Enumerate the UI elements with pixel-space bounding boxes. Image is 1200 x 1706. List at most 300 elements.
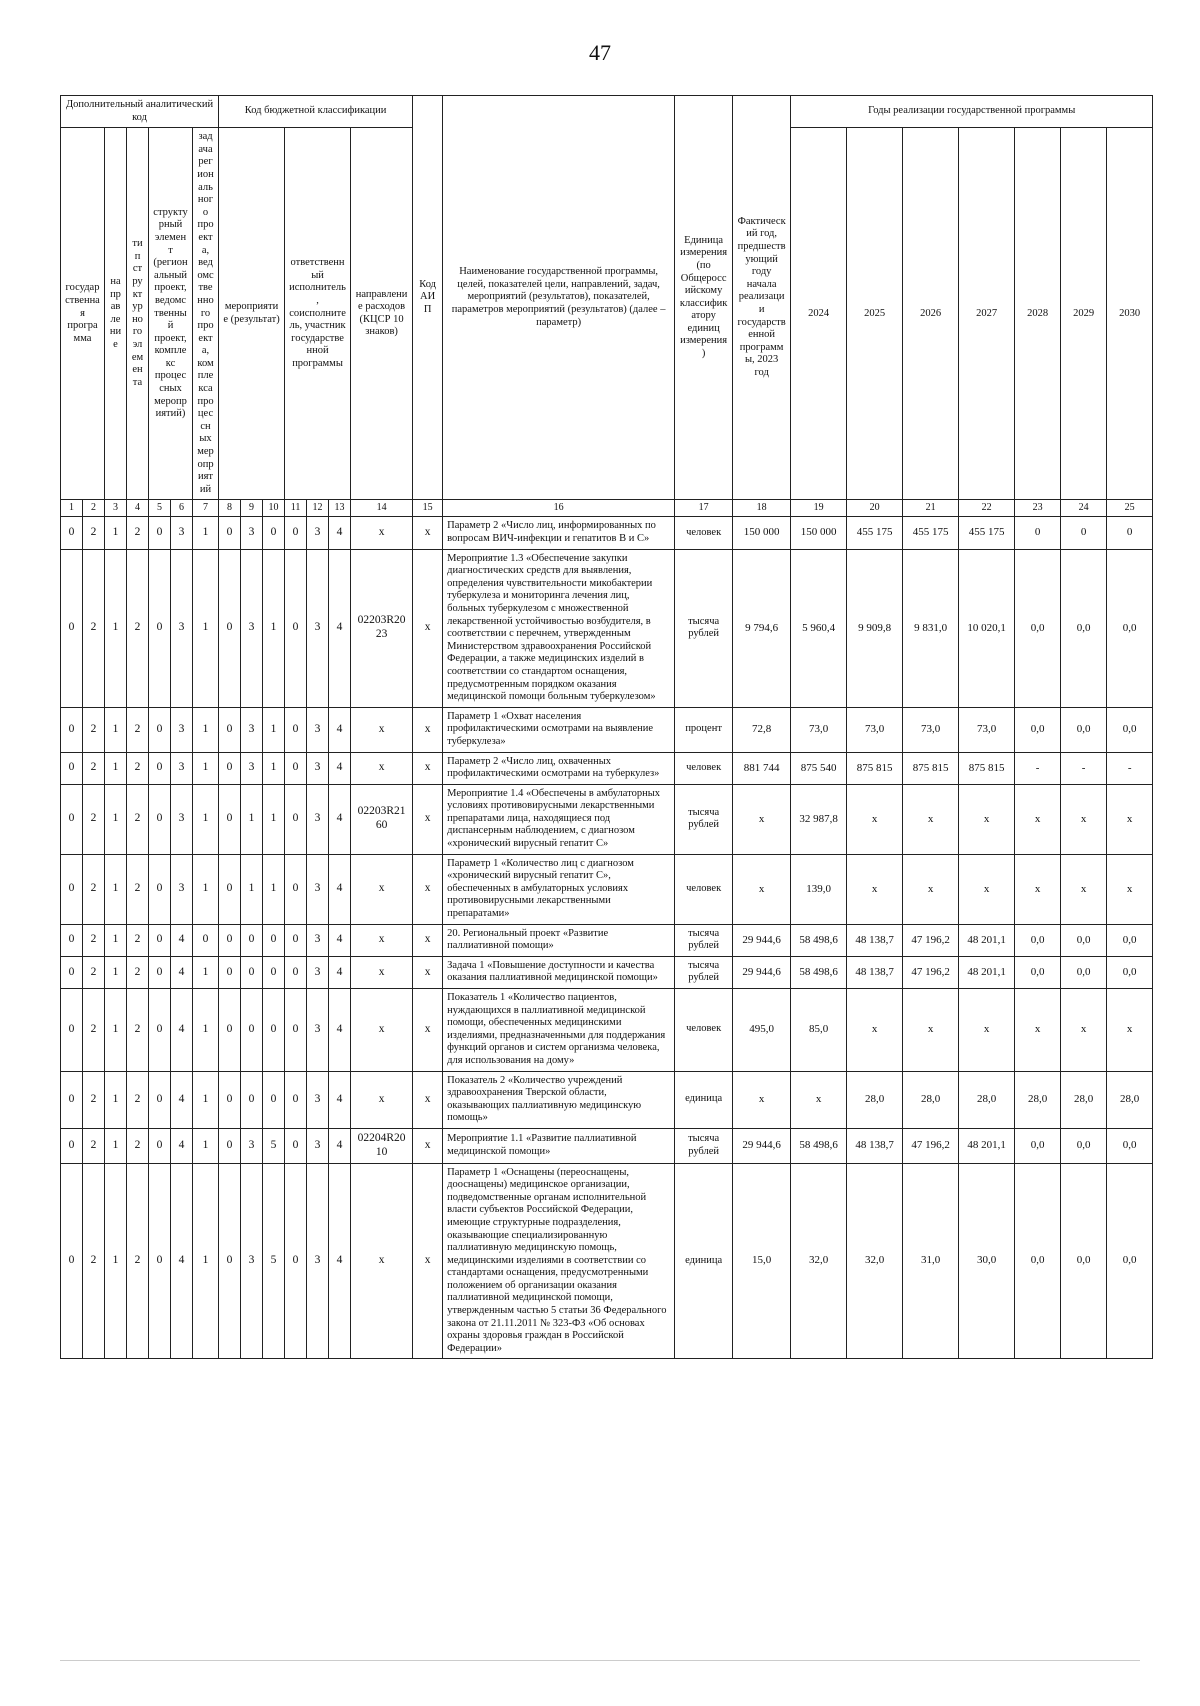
code-cell: 3 [307, 784, 329, 854]
code-cell: 02203R2023 [351, 549, 413, 707]
row-year-value: 28,0 [959, 1071, 1015, 1128]
code-cell: 2 [83, 956, 105, 988]
code-cell: х [413, 549, 443, 707]
code-cell: 0 [263, 989, 285, 1072]
code-cell: 0 [263, 924, 285, 956]
row-year-value: 32 987,8 [791, 784, 847, 854]
code-cell: х [413, 1071, 443, 1128]
row-year-value: 455 175 [959, 517, 1015, 549]
row-year-value: 875 540 [791, 752, 847, 784]
row-unit: процент [675, 707, 733, 752]
code-cell: 0 [149, 784, 171, 854]
code-cell: 1 [105, 1128, 127, 1163]
column-number: 16 [443, 500, 675, 517]
code-cell: х [413, 924, 443, 956]
code-cell: 0 [219, 517, 241, 549]
row-year-value: 48 201,1 [959, 1128, 1015, 1163]
code-cell: 4 [171, 1128, 193, 1163]
row-year-value: 0,0 [1061, 707, 1107, 752]
code-cell: 3 [307, 549, 329, 707]
row-year-value: 58 498,6 [791, 1128, 847, 1163]
code-cell: 1 [241, 784, 263, 854]
code-cell: 2 [127, 924, 149, 956]
row-name: Параметр 2 «Число лиц, охваченных профилактическими осмотрами на туберкулез» [443, 752, 675, 784]
code-cell: 4 [329, 854, 351, 924]
code-cell: 3 [171, 752, 193, 784]
code-cell: 3 [241, 517, 263, 549]
code-cell: 0 [149, 707, 171, 752]
code-cell: х [351, 1071, 413, 1128]
table-row [61, 549, 1153, 707]
row-year-value: х [1107, 989, 1153, 1072]
row-unit: тысяча рублей [675, 924, 733, 956]
column-number: 6 [171, 500, 193, 517]
row-name: Задача 1 «Повышение доступности и качества оказания паллиативной медицинской помощи» [443, 956, 675, 988]
header-struct-elem: структурный элемент (региональный проект, ведомственный проект, комплекс процессных мероприятий) [149, 128, 193, 500]
bottom-rule [60, 1660, 1140, 1661]
column-number: 1 [61, 500, 83, 517]
row-unit: единица [675, 1071, 733, 1128]
row-year-value: 73,0 [791, 707, 847, 752]
code-cell: 0 [61, 1071, 83, 1128]
header-additional-code: Дополнительный аналитический код [61, 96, 219, 128]
row-base-value: 29 944,6 [733, 1128, 791, 1163]
code-cell: 1 [263, 752, 285, 784]
code-cell: 0 [285, 1071, 307, 1128]
table-body [61, 517, 1153, 1359]
row-year-value: 5 960,4 [791, 549, 847, 707]
row-unit: тысяча рублей [675, 1128, 733, 1163]
code-cell: 1 [105, 1163, 127, 1359]
code-cell: 4 [329, 549, 351, 707]
row-unit: единица [675, 1163, 733, 1359]
code-cell: 1 [105, 549, 127, 707]
column-number: 3 [105, 500, 127, 517]
code-cell: 1 [105, 956, 127, 988]
code-cell: 0 [219, 989, 241, 1072]
page-number: 47 [589, 40, 611, 65]
code-cell: 3 [307, 1163, 329, 1359]
code-cell: 1 [105, 854, 127, 924]
row-year-value: 139,0 [791, 854, 847, 924]
code-cell: х [351, 956, 413, 988]
code-cell: 0 [285, 956, 307, 988]
table-row [61, 854, 1153, 924]
row-year-value: 0,0 [1107, 1128, 1153, 1163]
column-number: 25 [1107, 500, 1153, 517]
code-cell: 4 [171, 989, 193, 1072]
code-cell: 0 [219, 752, 241, 784]
row-year-value: 58 498,6 [791, 924, 847, 956]
code-cell: 3 [307, 752, 329, 784]
row-year-value: 455 175 [847, 517, 903, 549]
code-cell: 2 [83, 1163, 105, 1359]
code-cell: х [413, 854, 443, 924]
code-cell: 2 [83, 854, 105, 924]
table-row [61, 924, 1153, 956]
code-cell: 0 [61, 784, 83, 854]
column-number: 20 [847, 500, 903, 517]
row-unit: человек [675, 517, 733, 549]
code-cell: 2 [83, 517, 105, 549]
code-cell: 1 [193, 1071, 219, 1128]
code-cell: 1 [193, 549, 219, 707]
code-cell: 0 [219, 549, 241, 707]
row-year-value: 9 909,8 [847, 549, 903, 707]
code-cell: 2 [127, 989, 149, 1072]
row-year-value: х [903, 854, 959, 924]
row-year-value: 32,0 [791, 1163, 847, 1359]
row-year-value: х [1061, 854, 1107, 924]
column-number: 24 [1061, 500, 1107, 517]
code-cell: 3 [241, 1163, 263, 1359]
column-number: 7 [193, 500, 219, 517]
row-unit: человек [675, 752, 733, 784]
row-year-value: х [847, 784, 903, 854]
header-executor: ответственный исполнитель, соисполнитель, участник государственной программы [285, 128, 351, 500]
code-cell: 4 [171, 956, 193, 988]
code-cell: 0 [61, 752, 83, 784]
code-cell: 2 [127, 1071, 149, 1128]
header-year: 2024 [791, 128, 847, 500]
row-year-value: х [1015, 784, 1061, 854]
row-year-value: х [847, 989, 903, 1072]
code-cell: 2 [83, 707, 105, 752]
table-row [61, 784, 1153, 854]
code-cell: 2 [83, 784, 105, 854]
row-year-value: 875 815 [847, 752, 903, 784]
header-aip-code: Код АИП [413, 96, 443, 500]
row-year-value: 0,0 [1015, 956, 1061, 988]
header-event: мероприятие (результат) [219, 128, 285, 500]
row-base-value: 72,8 [733, 707, 791, 752]
row-base-value: 29 944,6 [733, 924, 791, 956]
code-cell: 0 [193, 924, 219, 956]
column-number: 17 [675, 500, 733, 517]
row-base-value: 29 944,6 [733, 956, 791, 988]
code-cell: 2 [127, 752, 149, 784]
code-cell: 1 [193, 517, 219, 549]
code-cell: 1 [193, 784, 219, 854]
code-cell: 0 [149, 549, 171, 707]
column-number: 5 [149, 500, 171, 517]
row-year-value: 48 138,7 [847, 924, 903, 956]
code-cell: 2 [83, 549, 105, 707]
code-cell: 0 [285, 752, 307, 784]
header-year: 2027 [959, 128, 1015, 500]
code-cell: 0 [149, 854, 171, 924]
row-unit: тысяча рублей [675, 956, 733, 988]
row-year-value: 48 201,1 [959, 956, 1015, 988]
code-cell: 4 [329, 784, 351, 854]
header-year: 2030 [1107, 128, 1153, 500]
code-cell: 2 [127, 956, 149, 988]
code-cell: 2 [127, 854, 149, 924]
row-year-value: х [791, 1071, 847, 1128]
row-year-value: 0,0 [1107, 707, 1153, 752]
code-cell: 3 [241, 549, 263, 707]
code-cell: 2 [127, 707, 149, 752]
code-cell: 1 [263, 784, 285, 854]
row-year-value: 9 831,0 [903, 549, 959, 707]
code-cell: 2 [83, 989, 105, 1072]
header-name: Наименование государственной программы, целей, показателей цели, направлений, задач, мероприятий (результатов), показателей, параметров мероприятий (результатов) (далее – параметр) [443, 96, 675, 500]
code-cell: 1 [105, 752, 127, 784]
header-year: 2028 [1015, 128, 1061, 500]
row-year-value: х [903, 989, 959, 1072]
code-cell: 0 [149, 989, 171, 1072]
code-cell: 0 [219, 1128, 241, 1163]
table-row [61, 1128, 1153, 1163]
header-base-year: Фактический год, предшествующий году начала реализации государственной программы, 2023 год [733, 96, 791, 500]
code-cell: 0 [285, 707, 307, 752]
code-cell: 0 [61, 956, 83, 988]
header-years-group: Годы реализации государственной программы [791, 96, 1153, 128]
header-expense-dir: направление расходов (КЦСР 10 знаков) [351, 128, 413, 500]
row-year-value: 0,0 [1107, 549, 1153, 707]
code-cell: 0 [61, 517, 83, 549]
code-cell: 3 [171, 517, 193, 549]
column-number: 15 [413, 500, 443, 517]
code-cell: 1 [105, 989, 127, 1072]
code-cell: 0 [241, 956, 263, 988]
row-year-value: - [1107, 752, 1153, 784]
code-cell: 2 [83, 1128, 105, 1163]
code-cell: х [413, 1163, 443, 1359]
code-cell: х [413, 707, 443, 752]
table-row [61, 1163, 1153, 1359]
row-year-value: 48 138,7 [847, 956, 903, 988]
code-cell: 0 [285, 784, 307, 854]
code-cell: 2 [83, 752, 105, 784]
code-cell: х [413, 517, 443, 549]
row-year-value: 10 020,1 [959, 549, 1015, 707]
code-cell: 0 [61, 707, 83, 752]
code-cell: 2 [127, 517, 149, 549]
code-cell: х [413, 956, 443, 988]
code-cell: 0 [149, 1128, 171, 1163]
row-name: 20. Региональный проект «Развитие паллиативной помощи» [443, 924, 675, 956]
table-row [61, 989, 1153, 1072]
row-name: Мероприятие 1.4 «Обеспечены в амбулаторных условиях противовирусными лекарственными препаратами лица, находящиеся под диспансерным наблюдением, с диагнозом «хронический вирусный гепатит С» [443, 784, 675, 854]
row-name: Показатель 2 «Количество учреждений здравоохранения Тверской области, оказывающих паллиативную медицинскую помощь» [443, 1071, 675, 1128]
row-year-value: 28,0 [1061, 1071, 1107, 1128]
row-year-value: 150 000 [791, 517, 847, 549]
row-base-value: х [733, 784, 791, 854]
code-cell: 3 [307, 1071, 329, 1128]
column-number: 11 [285, 500, 307, 517]
row-year-value: 28,0 [1015, 1071, 1061, 1128]
code-cell: 1 [105, 924, 127, 956]
row-year-value: 455 175 [903, 517, 959, 549]
code-cell: 1 [263, 549, 285, 707]
row-base-value: 9 794,6 [733, 549, 791, 707]
row-year-value: 28,0 [847, 1071, 903, 1128]
row-year-value: 30,0 [959, 1163, 1015, 1359]
code-cell: 3 [241, 752, 263, 784]
code-cell: 0 [263, 517, 285, 549]
column-number: 9 [241, 500, 263, 517]
header-budget-code: Код бюджетной классификации [219, 96, 413, 128]
code-cell: 1 [105, 784, 127, 854]
row-year-value: 28,0 [1107, 1071, 1153, 1128]
row-year-value: 73,0 [959, 707, 1015, 752]
code-cell: 02203R2160 [351, 784, 413, 854]
column-number: 4 [127, 500, 149, 517]
program-table [60, 95, 1153, 1359]
column-number: 12 [307, 500, 329, 517]
code-cell: 0 [285, 924, 307, 956]
code-cell: х [413, 1128, 443, 1163]
row-year-value: 0,0 [1107, 1163, 1153, 1359]
code-cell: 0 [285, 1163, 307, 1359]
code-cell: 0 [241, 989, 263, 1072]
code-cell: 3 [307, 707, 329, 752]
code-cell: 0 [61, 924, 83, 956]
code-cell: 3 [307, 1128, 329, 1163]
code-cell: 5 [263, 1163, 285, 1359]
column-number: 14 [351, 500, 413, 517]
code-cell: х [351, 517, 413, 549]
code-cell: 2 [127, 1128, 149, 1163]
code-cell: х [351, 854, 413, 924]
row-year-value: 0,0 [1061, 1163, 1107, 1359]
row-year-value: 875 815 [959, 752, 1015, 784]
row-base-value: 495,0 [733, 989, 791, 1072]
code-cell: 3 [307, 854, 329, 924]
code-cell: 4 [329, 1163, 351, 1359]
column-number: 19 [791, 500, 847, 517]
row-year-value: х [903, 784, 959, 854]
code-cell: 4 [329, 517, 351, 549]
row-year-value: 0,0 [1015, 1163, 1061, 1359]
row-year-value: х [1061, 784, 1107, 854]
code-cell: 0 [285, 989, 307, 1072]
row-year-value: 0 [1061, 517, 1107, 549]
code-cell: 1 [193, 956, 219, 988]
row-year-value: 73,0 [847, 707, 903, 752]
row-year-value: 0,0 [1061, 549, 1107, 707]
code-cell: 1 [105, 1071, 127, 1128]
row-year-value: х [1061, 989, 1107, 1072]
row-year-value: х [847, 854, 903, 924]
row-year-value: 85,0 [791, 989, 847, 1072]
row-year-value: х [1015, 854, 1061, 924]
code-cell: 3 [307, 924, 329, 956]
row-base-value: 881 744 [733, 752, 791, 784]
code-cell: 0 [149, 956, 171, 988]
column-number: 10 [263, 500, 285, 517]
row-name: Показатель 1 «Количество пациентов, нуждающихся в паллиативной медицинской помощи, обеспеченных медицинскими изделиями, предназначенными для поддержания функций органов и систем организма человека, для использования на дому» [443, 989, 675, 1072]
code-cell: 3 [171, 707, 193, 752]
code-cell: 1 [263, 854, 285, 924]
code-cell: 3 [307, 517, 329, 549]
row-year-value: 31,0 [903, 1163, 959, 1359]
code-cell: 4 [171, 1071, 193, 1128]
row-year-value: 47 196,2 [903, 956, 959, 988]
code-cell: х [351, 989, 413, 1072]
row-year-value: 58 498,6 [791, 956, 847, 988]
code-cell: 2 [127, 784, 149, 854]
code-cell: 0 [285, 1128, 307, 1163]
code-cell: 0 [61, 1128, 83, 1163]
row-name: Мероприятие 1.3 «Обеспечение закупки диагностических средств для выявления, определения чувствительности микобактерии туберкулеза и мониторинга лечения лиц, больных туберкулезом с множественной лекарственной устойчивостью возбудителя, в соответствии с перечнем, утвержденным Министерством здравоохранения Российской Федерации, а также медицинских изделий в соответствии со стандартом оснащения, предусмотренным порядком оказания медицинской помощи больным туберкулезом» [443, 549, 675, 707]
code-cell: х [351, 752, 413, 784]
code-cell: 4 [329, 989, 351, 1072]
header-year: 2025 [847, 128, 903, 500]
row-year-value: 0 [1107, 517, 1153, 549]
row-year-value: 0,0 [1107, 956, 1153, 988]
code-cell: 0 [149, 517, 171, 549]
code-cell: 3 [241, 1128, 263, 1163]
header-direction: направление [105, 128, 127, 500]
code-cell: х [351, 707, 413, 752]
row-year-value: х [959, 854, 1015, 924]
row-year-value: х [1107, 784, 1153, 854]
row-year-value: х [1107, 854, 1153, 924]
code-cell: 4 [329, 752, 351, 784]
row-year-value: 0,0 [1061, 956, 1107, 988]
code-cell: 1 [193, 989, 219, 1072]
code-cell: 02204R2010 [351, 1128, 413, 1163]
code-cell: 3 [307, 956, 329, 988]
code-cell: 0 [219, 956, 241, 988]
row-year-value: х [1015, 989, 1061, 1072]
row-name: Параметр 1 «Количество лиц с диагнозом «хронический вирусный гепатит С», обеспеченных в амбулаторных условиях противовирусными лекарственными препаратами» [443, 854, 675, 924]
code-cell: 2 [127, 549, 149, 707]
code-cell: 2 [83, 1071, 105, 1128]
row-year-value: 0,0 [1015, 707, 1061, 752]
code-cell: х [351, 924, 413, 956]
code-cell: 4 [329, 707, 351, 752]
row-year-value: 28,0 [903, 1071, 959, 1128]
row-year-value: 48 201,1 [959, 924, 1015, 956]
row-name: Мероприятие 1.1 «Развитие паллиативной медицинской помощи» [443, 1128, 675, 1163]
code-cell: 0 [149, 752, 171, 784]
table-row [61, 707, 1153, 752]
code-cell: 0 [219, 784, 241, 854]
header-type-struct: тип структурного элемента [127, 128, 149, 500]
code-cell: 1 [105, 517, 127, 549]
table-row [61, 752, 1153, 784]
code-cell: 0 [285, 854, 307, 924]
row-year-value: 0,0 [1107, 924, 1153, 956]
column-number: 23 [1015, 500, 1061, 517]
code-cell: 0 [263, 1071, 285, 1128]
row-year-value: 47 196,2 [903, 1128, 959, 1163]
code-cell: 0 [219, 1163, 241, 1359]
code-cell: 1 [193, 854, 219, 924]
row-base-value: 15,0 [733, 1163, 791, 1359]
code-cell: 0 [61, 1163, 83, 1359]
code-cell: 0 [61, 549, 83, 707]
code-cell: 1 [193, 707, 219, 752]
code-cell: 2 [127, 1163, 149, 1359]
header-task: задача регионального проекта, ведомственного проекта, комплекса процессных мероприятий [193, 128, 219, 500]
row-year-value: 0 [1015, 517, 1061, 549]
code-cell: 4 [171, 1163, 193, 1359]
code-cell: 0 [241, 924, 263, 956]
code-cell: 1 [241, 854, 263, 924]
code-cell: 1 [105, 707, 127, 752]
code-cell: х [351, 1163, 413, 1359]
code-cell: 0 [149, 1163, 171, 1359]
code-cell: 0 [285, 517, 307, 549]
code-cell: 0 [61, 854, 83, 924]
code-cell: 1 [263, 707, 285, 752]
row-unit: тысяча рублей [675, 784, 733, 854]
row-unit: тысяча рублей [675, 549, 733, 707]
